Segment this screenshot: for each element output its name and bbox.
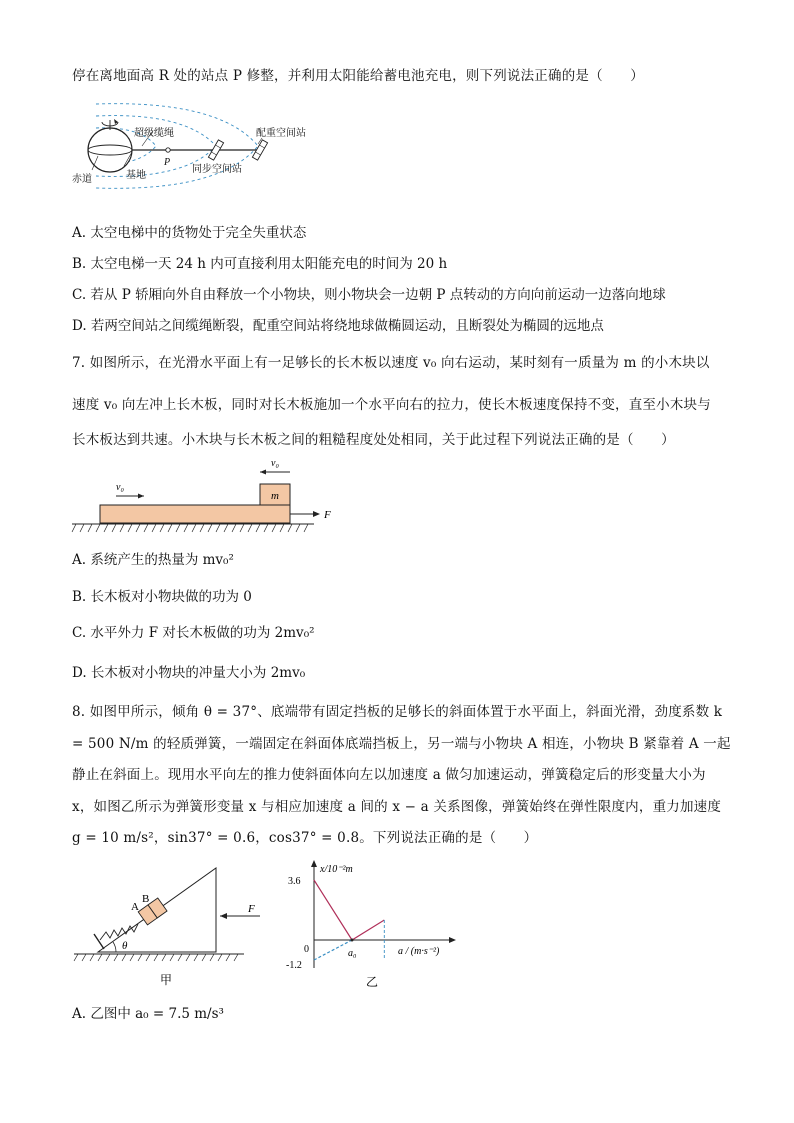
label-force-f-jia: F bbox=[248, 903, 255, 915]
tick-label-neg-1-2: -1.2 bbox=[286, 960, 302, 971]
caption-yi: 乙 bbox=[366, 975, 379, 989]
label-angle-theta: θ bbox=[122, 940, 128, 952]
label-v0-block: v₀ bbox=[271, 458, 279, 469]
label-base: 基地 bbox=[126, 170, 146, 181]
q8-stem-line-5: g = 10 m/s²，sin37° = 0.6，cos37° = 0.8。下列说法正确的是（ ） bbox=[72, 830, 538, 846]
label-equator: 赤道 bbox=[72, 174, 92, 185]
q8-stem-line-4: x，如图乙所示为弹簧形变量 x 与相应加速度 a 间的 x − a 关系图像，弹簧始终在弹性限度内，重力加速度 bbox=[72, 799, 722, 815]
q7-option-b[interactable]: B. 长木板对小物块做的功为 0 bbox=[72, 589, 252, 605]
label-v0-board: v₀ bbox=[116, 482, 124, 493]
caption-jia: 甲 bbox=[160, 973, 173, 987]
q8-figure-jia-incline bbox=[70, 860, 270, 990]
q8-stem-line-3: 静止在斜面上。现用水平向左的推力使斜面体向左以加速度 a 做匀加速运动，弹簧稳定后的形变量大小为 bbox=[72, 767, 706, 783]
q7-stem-line-2: 速度 v₀ 向左冲上长木板，同时对长木板施加一个水平向右的拉力，使长木板速度保持不变，直至小木块与 bbox=[72, 397, 711, 413]
q8-stem-line-2: = 500 N/m 的轻质弹簧，一端固定在斜面体底端挡板上，另一端与小物块 A 相连，小物块 B 紧靠着 A 一起 bbox=[72, 736, 731, 752]
q6-option-c[interactable]: C. 若从 P 轿厢向外自由释放一个小物块，则小物块会一边朝 P 点转动的方向向前运动一边落向地球 bbox=[72, 287, 666, 303]
q8-figure-yi-chart bbox=[282, 858, 462, 990]
x-axis-label: a / (m·s⁻²) bbox=[398, 946, 440, 957]
label-point-p: P bbox=[164, 157, 171, 168]
q7-option-a[interactable]: A. 系统产生的热量为 mv₀² bbox=[72, 552, 234, 568]
series-line-solid bbox=[314, 880, 384, 940]
label-block-a: A bbox=[131, 901, 139, 913]
point-a0 bbox=[351, 939, 354, 942]
tick-label-3-6: 3.6 bbox=[288, 876, 301, 887]
tick-label-a0: a₀ bbox=[348, 948, 357, 959]
q7-option-c[interactable]: C. 水平外力 F 对长木板做的功为 2mv₀² bbox=[72, 625, 315, 641]
series-line-dashed bbox=[314, 940, 352, 960]
q6-figure-space-elevator bbox=[70, 98, 320, 196]
label-force-f: F bbox=[324, 509, 331, 521]
q7-stem-line-3: 长木板达到共速。小木块与长木板之间的粗糙程度处处相同，关于此过程下列说法正确的是（ ） bbox=[72, 432, 675, 448]
label-cable: 超级缆绳 bbox=[134, 128, 174, 139]
q6-stem: 停在离地面高 R 处的站点 P 修整，并利用太阳能给蓄电池充电，则下列说法正确的是（ ） bbox=[72, 68, 644, 84]
label-sync-station: 同步空间站 bbox=[192, 164, 242, 175]
label-block-b: B bbox=[142, 893, 150, 905]
q8-stem-line-1: 8. 如图甲所示，倾角 θ = 37°、底端带有固定挡板的足够长的斜面体置于水平面上，斜面光滑，劲度系数 k bbox=[72, 704, 723, 720]
label-mass: m bbox=[271, 490, 279, 502]
q6-option-b[interactable]: B. 太空电梯一天 24 h 内可直接利用太阳能充电的时间为 20 h bbox=[72, 256, 448, 272]
q7-stem-line-1: 7. 如图所示，在光滑水平面上有一足够长的长木板以速度 v₀ 向右运动，某时刻有一质量为 m 的小木块以 bbox=[72, 355, 710, 371]
q8-option-a[interactable]: A. 乙图中 a₀ = 7.5 m/s³ bbox=[72, 1006, 224, 1022]
label-counter-station: 配重空间站 bbox=[256, 128, 306, 139]
q7-option-d[interactable]: D. 长木板对小物块的冲量大小为 2mv₀ bbox=[72, 665, 306, 681]
q6-option-a[interactable]: A. 太空电梯中的货物处于完全失重状态 bbox=[72, 225, 307, 241]
origin-label: 0 bbox=[304, 944, 309, 955]
q7-figure-board-block bbox=[70, 454, 350, 536]
q6-option-d[interactable]: D. 若两空间站之间缆绳断裂，配重空间站将绕地球做椭圆运动，且断裂处为椭圆的远地点 bbox=[72, 318, 604, 334]
y-axis-label: x/10⁻²m bbox=[320, 864, 353, 875]
